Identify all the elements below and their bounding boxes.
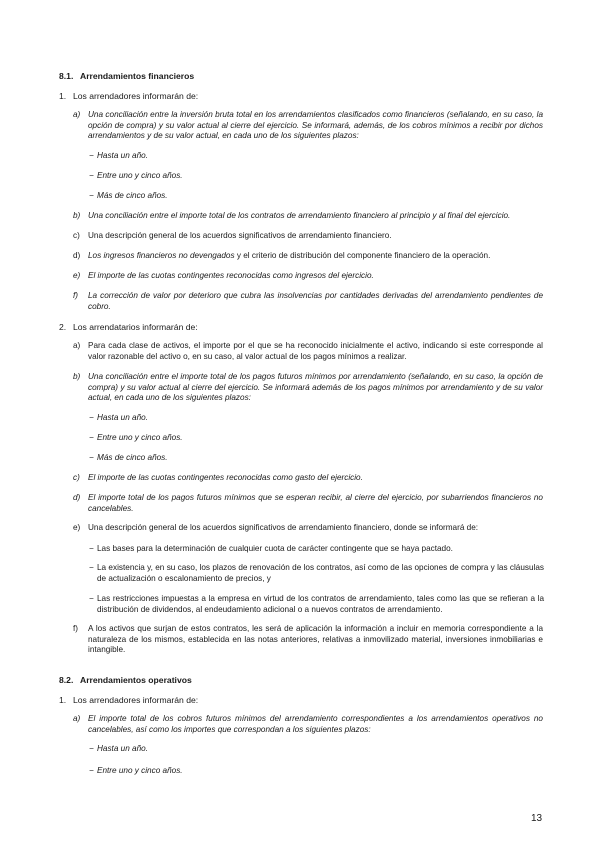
bullet-item: − Entre uno y cinco años.	[89, 171, 183, 180]
list-item-d: d) Los ingresos financieros no devengados y el criterio de distribución del componente financiero de la operación.	[73, 251, 491, 260]
list-item-d: d) El importe total de los pagos futuros mínimos que se esperan recibir, al cierre del ejercicio, por subarriendos financieros no cancelables.	[73, 493, 543, 513]
list-item-f: f) A los activos que surjan de estos contratos, les será de aplicación la información a incluir en memoria correspondiente a la naturaleza de los mismos, establecida en las notas anteriores, relativas a inmovilizado material, inversiones inmobiliarias e intangible.	[73, 624, 543, 655]
bullet-item: − Las bases para la determinación de cualquier cuota de carácter contingente que se haya pactado.	[89, 544, 453, 553]
list-item-e: e) Una descripción general de los acuerdos significativos de arrendamiento financiero, donde se informará de:	[73, 523, 479, 532]
list-item-a: a) Para cada clase de activos, el importe por el que se ha reconocido inicialmente el activo, indicando si este corresponde al valor razonable del activo o, en su caso, al valor actual de los pagos mínimos a realizar.	[73, 341, 543, 361]
list-item-e: e) El importe de las cuotas contingentes reconocidas como ingresos del ejercicio.	[73, 271, 374, 280]
bullet-item: − Hasta un año.	[89, 744, 148, 753]
section-heading-8-2: 8.2. Arrendamientos operativos	[59, 675, 192, 685]
list-item-b: b) Una conciliación entre el importe total de los pagos futuros mínimos por arrendamiento (señalando, en su caso, la opción de compra) y su valor actual al cierre del ejercicio. Se informará además de los pagos mínimos por arrendamiento y de su valor actual, en cada uno de los siguientes plazos:	[73, 372, 543, 403]
bullet-item: − Hasta un año.	[89, 413, 148, 422]
list-item-b: b) Una conciliación entre el importe total de los contratos de arrendamiento financiero al principio y al final del ejercicio.	[73, 211, 511, 220]
numbered-paragraph-1: 1. Los arrendadores informarán de:	[59, 695, 199, 705]
numbered-paragraph-1: 1. Los arrendadores informarán de:	[59, 91, 199, 101]
list-item-a: a) Una conciliación entre la inversión bruta total en los arrendamientos clasificados como financieros (señalando, en su caso, la opción de compra) y su valor actual al cierre del ejercicio. Se informará, además, de los cobros mínimos a recibir por dichos arrendamientos y de su valor actual, en cada uno de los siguientes plazos:	[73, 110, 543, 141]
bullet-item: − Más de cinco años.	[89, 453, 168, 462]
bullet-item: − Más de cinco años.	[89, 191, 168, 200]
page-number: 13	[531, 813, 543, 824]
numbered-paragraph-2: 2. Los arrendatarios informarán de:	[59, 322, 198, 332]
list-item-a: a) El importe total de los cobros futuros mínimos del arrendamiento correspondientes a los arrendamientos operativos no cancelables, así como los importes que correspondan a los siguientes plazos:	[73, 714, 543, 734]
bullet-item: − Entre uno y cinco años.	[89, 433, 183, 442]
bullet-item: − La existencia y, en su caso, los plazos de renovación de los contratos, así como de las opciones de compra y las cláusulas de actualización o escalonamiento de precios, y	[89, 563, 544, 583]
list-item-f: f) La corrección de valor por deterioro que cubra las insolvencias por cantidades derivadas del arrendamiento pendientes de cobro.	[73, 291, 543, 311]
bullet-item: − Las restricciones impuestas a la empresa en virtud de los contratos de arrendamiento, tales como las que se refieran a la distribución de dividendos, al endeudamiento adicional o a nuevos contratos de arrendamiento.	[89, 594, 544, 614]
list-item-c: c) El importe de las cuotas contingentes reconocidas como gasto del ejercicio.	[73, 473, 363, 482]
list-item-c: c) Una descripción general de los acuerdos significativos de arrendamiento financiero.	[73, 231, 392, 240]
bullet-item: − Entre uno y cinco años.	[89, 766, 183, 775]
section-heading-8-1: 8.1. Arrendamientos financieros	[59, 71, 195, 81]
bullet-item: − Hasta un año.	[89, 151, 148, 160]
